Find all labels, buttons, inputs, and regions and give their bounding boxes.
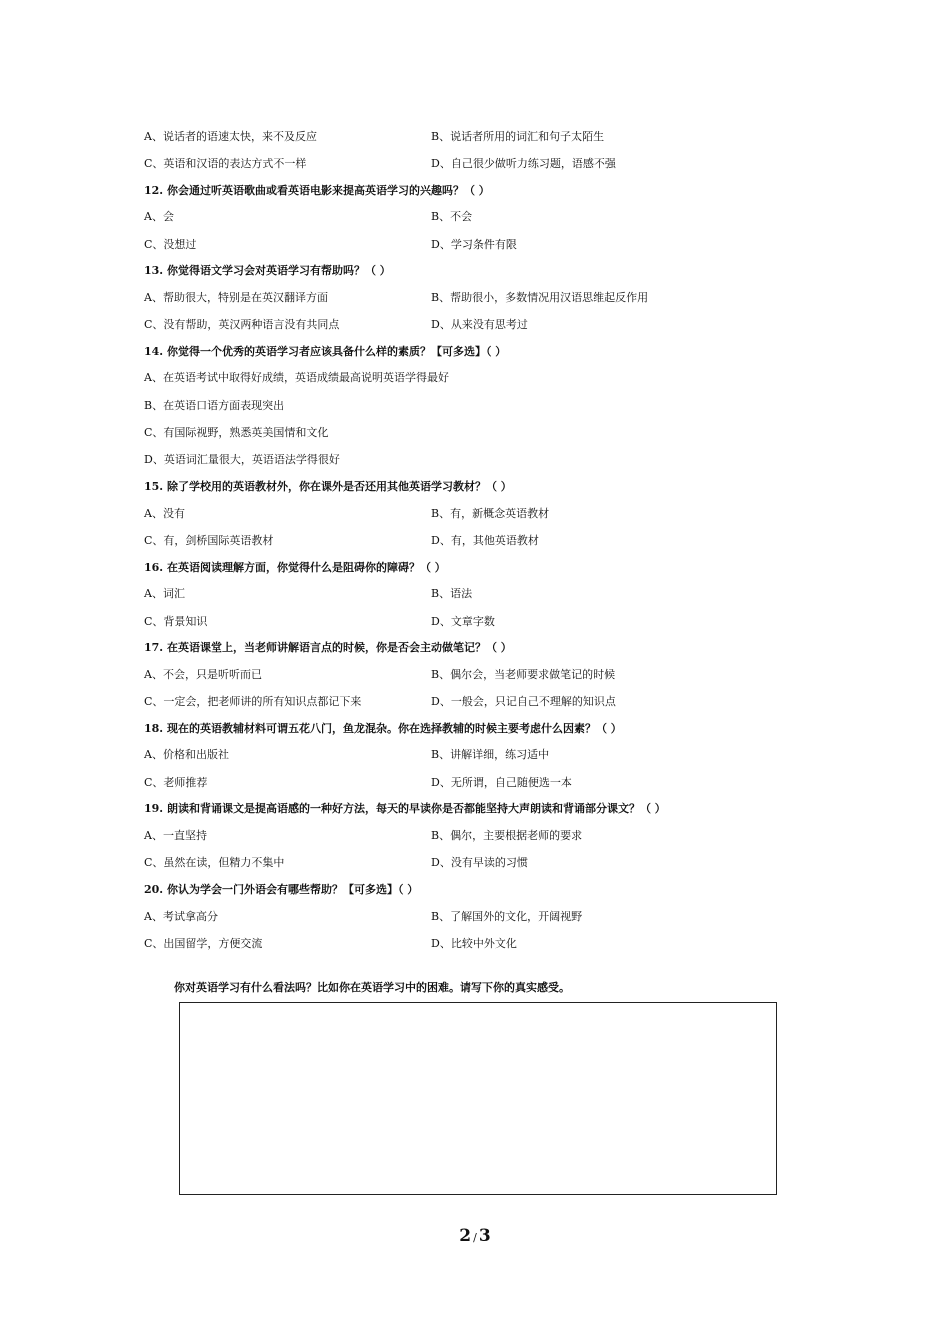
question-18: 18. 现在的英语教辅材料可谓五花八门，鱼龙混杂。你在选择教辅的时候主要考虑什么因素？（ ） <box>144 721 622 735</box>
q16-options-row-2 <box>144 607 844 634</box>
q17-options-row-2 <box>144 687 844 714</box>
question-15: 15. 除了学校用的英语教材外，你在课外是否还用其他英语学习教材？（ ） <box>144 479 512 493</box>
q18-option-b[interactable]: B、讲解详细，练习适中 <box>431 748 550 762</box>
q20-option-d[interactable]: D、比较中外文化 <box>431 936 517 950</box>
q15-options-row-2 <box>144 526 844 553</box>
q17-options-row-1 <box>144 660 844 687</box>
survey-content <box>144 122 844 957</box>
q16-options-row-1 <box>144 580 844 607</box>
page-total: 3 <box>478 1226 491 1246</box>
q11-option-b[interactable]: B、说话者所用的词汇和句子太陌生 <box>431 129 605 143</box>
q17-option-d[interactable]: D、一般会，只记自己不理解的知识点 <box>431 695 616 709</box>
q13-options-row-1 <box>144 283 844 310</box>
question-16: 16. 在英语阅读理解方面，你觉得什么是阻碍你的障碍？（ ） <box>144 560 446 574</box>
question-20: 20. 你认为学会一门外语会有哪些帮助？【可多选】（ ） <box>144 882 419 896</box>
question-19: 19. 朗读和背诵课文是提高语感的一种好方法，每天的早读你是否都能坚持大声朗读和背诵部分课文？（ ） <box>144 802 666 816</box>
q14-option-d[interactable]: D、英语词汇量很大，英语语法学得很好 <box>144 453 340 467</box>
q18-options-row-1 <box>144 741 844 768</box>
q18-option-d[interactable]: D、无所谓，自己随便选一本 <box>431 775 572 789</box>
q11-options-row-2 <box>144 149 844 176</box>
q18-option-a[interactable]: A、价格和出版社 <box>144 748 229 762</box>
q15-option-d[interactable]: D、有，其他英语教材 <box>431 533 539 547</box>
q14-option-c[interactable]: C、有国际视野，熟悉英美国情和文化 <box>144 426 329 440</box>
open-question-prompt: 你对英语学习有什么看法吗？比如你在英语学习中的困难。请写下你的真实感受。 <box>174 981 570 994</box>
q13-option-c[interactable]: C、没有帮助，英汉两种语言没有共同点 <box>144 318 340 332</box>
q19-options-row-2 <box>144 849 844 876</box>
q20-option-c[interactable]: C、出国留学，方便交流 <box>144 936 263 950</box>
answer-textbox[interactable] <box>179 1002 777 1195</box>
q12-options-row-1 <box>144 203 844 230</box>
q11-option-a[interactable]: A、说话者的语速太快，来不及反应 <box>144 129 317 143</box>
q12-option-d[interactable]: D、学习条件有限 <box>431 237 517 251</box>
q13-options-row-2 <box>144 310 844 337</box>
q18-option-c[interactable]: C、老师推荐 <box>144 775 208 789</box>
q11-option-d[interactable]: D、自己很少做听力练习题，语感不强 <box>431 156 616 170</box>
q13-option-d[interactable]: D、从来没有思考过 <box>431 318 528 332</box>
q19-option-c[interactable]: C、虽然在读，但精力不集中 <box>144 856 285 870</box>
q11-options-row-1 <box>144 122 844 149</box>
q13-option-b[interactable]: B、帮助很小，多数情况用汉语思维起反作用 <box>431 290 649 304</box>
q15-options-row-1 <box>144 499 844 526</box>
question-12: 12. 你会通过听英语歌曲或看英语电影来提高英语学习的兴趣吗？（ ） <box>144 183 490 197</box>
q12-option-c[interactable]: C、没想过 <box>144 237 197 251</box>
q16-option-b[interactable]: B、语法 <box>431 587 473 601</box>
q16-option-c[interactable]: C、背景知识 <box>144 614 208 628</box>
page-separator: / <box>473 1231 477 1244</box>
q17-option-c[interactable]: C、一定会，把老师讲的所有知识点都记下来 <box>144 695 362 709</box>
q16-option-d[interactable]: D、文章字数 <box>431 614 495 628</box>
q15-option-c[interactable]: C、有，剑桥国际英语教材 <box>144 533 274 547</box>
q12-options-row-2 <box>144 230 844 257</box>
q19-options-row-1 <box>144 821 844 848</box>
page-current: 2 <box>459 1226 472 1246</box>
q15-option-b[interactable]: B、有，新概念英语教材 <box>431 506 550 520</box>
page-number <box>0 1226 950 1246</box>
q20-options-row-1 <box>144 902 844 929</box>
q17-option-b[interactable]: B、偶尔会，当老师要求做笔记的时候 <box>431 667 616 681</box>
q14-option-b[interactable]: B、在英语口语方面表现突出 <box>144 398 285 412</box>
q11-option-c[interactable]: C、英语和汉语的表达方式不一样 <box>144 156 307 170</box>
q19-option-b[interactable]: B、偶尔，主要根据老师的要求 <box>431 828 583 842</box>
q18-options-row-2 <box>144 768 844 795</box>
q12-option-a[interactable]: A、会 <box>144 210 174 224</box>
q17-option-a[interactable]: A、不会，只是听听而已 <box>144 667 262 681</box>
q13-option-a[interactable]: A、帮助很大，特别是在英汉翻译方面 <box>144 290 328 304</box>
q15-option-a[interactable]: A、没有 <box>144 506 185 520</box>
q19-option-a[interactable]: A、一直坚持 <box>144 828 207 842</box>
q20-options-row-2 <box>144 929 844 956</box>
q19-option-d[interactable]: D、没有早读的习惯 <box>431 856 528 870</box>
question-17: 17. 在英语课堂上，当老师讲解语言点的时候，你是否会主动做笔记？（ ） <box>144 641 512 655</box>
question-14: 14. 你觉得一个优秀的英语学习者应该具备什么样的素质？【可多选】（ ） <box>144 344 507 358</box>
q16-option-a[interactable]: A、词汇 <box>144 587 185 601</box>
q14-option-a[interactable]: A、在英语考试中取得好成绩，英语成绩最高说明英语学得最好 <box>144 371 449 385</box>
q12-option-b[interactable]: B、不会 <box>431 210 473 224</box>
question-13: 13. 你觉得语文学习会对英语学习有帮助吗？（ ） <box>144 264 391 278</box>
q20-option-b[interactable]: B、了解国外的文化，开阔视野 <box>431 909 583 923</box>
q20-option-a[interactable]: A、考试拿高分 <box>144 909 218 923</box>
